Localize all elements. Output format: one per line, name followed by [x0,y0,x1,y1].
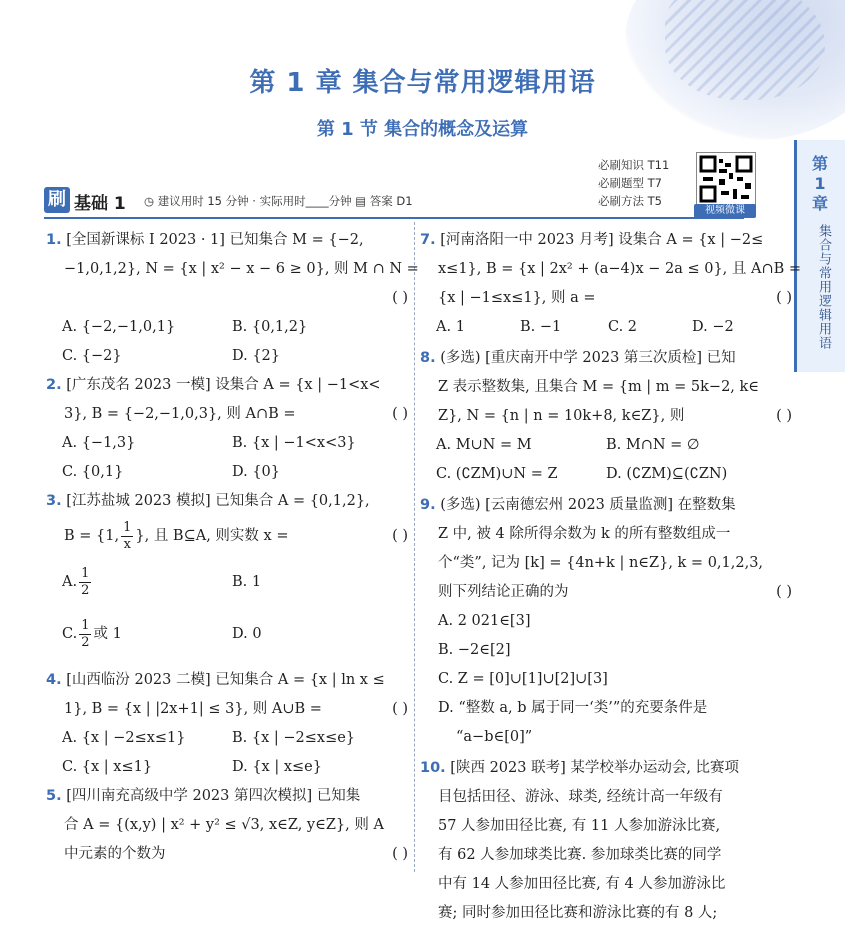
basis-label: 基础 1 [74,194,126,214]
option-a[interactable]: A. 1 [436,319,465,335]
option-d[interactable]: D. {0} [232,464,281,480]
option-a[interactable]: A. 2 021∈[3] [438,613,531,629]
header-rule [44,217,744,219]
answer-bracket: ( ) [392,701,408,717]
answer-bracket: ( ) [392,290,408,306]
qr-line-types: 必刷题型 T7 [598,176,662,190]
option-c[interactable]: C. 2 [608,319,638,335]
answer-bracket: ( ) [392,528,408,544]
column-divider [414,222,416,872]
option-d-continued: “a−b∈[0]” [456,729,533,745]
right-column [420,226,802,928]
option-d[interactable]: D. −2 [692,319,734,335]
chapter-title: 第 1 章 集合与常用逻辑用语 [249,68,596,98]
basis-header [44,185,604,217]
fraction-1-over-x: $\frac{1}{x}$ [123,519,132,552]
option-c[interactable]: C. Z = [0]∪[1]∪[2]∪[3] [438,671,608,687]
option-d[interactable]: D. “整数 a, b 属于同一‘类’”的充要条件是 [438,700,708,716]
qr-line-knowledge: 必刷知识 T11 [598,158,670,172]
qr-resource-list [598,156,669,210]
question-1: 1. [全国新课标 Ⅰ 2023 · 1] 已知集合 M = {−2, −1,0,1,2}, N = {x | x² − x − 6 ≥ 0}, 则 M ∩ N = ( ) A. {−2,−1,0,1} B. {0,1,2} C. {−2} D. {2} [46,226,408,371]
answer-bracket: ( ) [392,846,408,862]
section-title: 第 1 节 集合的概念及运算 [316,119,529,140]
question-3: 3. [江苏盐城 2023 模拟] 已知集合 A = {0,1,2}, B = {1, $\frac{1}{x}$ }, 且 B⊆A, 则实数 x = ( ) A. $\frac{1}{2}$ B. 1 C. $\frac{1}{2}$ 或 1 D. 0 [46,487,408,660]
question-10: 10. [陕西 2023 联考] 某学校举办运动会, 比赛项 目包括田径、游泳、球类, 经统计高一年级有 57 人参加田径比赛, 有 11 人参加游泳比赛, 有 62 人参加球类比赛. 参加球类比赛的同学 中有 14 人参加田径比赛, 有 4 人参加游泳比 赛; 同时参加田径比赛和游泳比赛的有 8 人; [420,760,740,921]
question-7: 7. [河南洛阳一中 2023 月考] 设集合 A = {x | −2≤ x≤1}, B = {x | 2x² + (a−4)x − 2a ≤ 0}, 且 A∩B = {x | −1≤x≤1}, 则 a = ( ) A. 1 B. −1 C. 2 D. −2 [420,226,792,342]
option-d[interactable]: D. {2} [232,348,281,364]
brush-badge: 刷 [44,187,70,213]
answer-bracket: ( ) [776,408,792,424]
option-a[interactable]: A. {−2,−1,0,1} [62,319,176,335]
option-a[interactable]: A. M∪N = M [436,437,532,453]
side-tab-chapter-number: 第 1 章 [811,154,828,213]
option-a[interactable]: A. $\frac{1}{2}$ [62,565,90,598]
side-tab-chapter-name: 集合与常用逻辑用语 [816,224,831,350]
question-8: 8. (多选) [重庆南开中学 2023 第三次质检] 已知 Z 表示整数集, 且集合 M = {m | m = 5k−2, k∈ Z}, N = {n | n = 10k+8, k∈Z}, 则 ( ) A. M∪N = M B. M∩N = ∅ C. (∁ZM)∪N = Z D. (∁ZM)⊆(∁ZN) [420,344,792,489]
chapter-side-tab[interactable] [794,140,845,372]
answer-bracket: ( ) [392,406,408,422]
answer-bracket: ( ) [776,584,792,600]
question-2: 2. [广东茂名 2023 一模] 设集合 A = {x | −1<x< 3}, B = {−2,−1,0,3}, 则 A∩B = ( ) A. {−1,3} B. {x | −1<x<3} C. {0,1} D. {0} [46,371,408,487]
option-d[interactable]: D. (∁ZM)⊆(∁ZN) [606,466,728,482]
option-b[interactable]: B. −1 [520,319,562,335]
option-c[interactable]: C. $\frac{1}{2}$ 或 1 [62,617,122,650]
qr-resource-panel [598,152,768,216]
basis-info: ◷ 建议用时 15 分钟 · 实际用时____分钟 ▤ 答案 D1 [144,194,413,208]
option-a[interactable]: A. {−1,3} [62,435,136,451]
qr-code-icon[interactable] [696,152,756,206]
question-4: 4. [山西临汾 2023 二模] 已知集合 A = {x | ln x ≤ 1}, B = {x | |2x+1| ≤ 3}, 则 A∪B = ( ) A. {x | −2≤x≤1} B. {x | −2≤x≤e} C. {x | x≤1} D. {x | x≤e} [46,666,408,782]
option-d[interactable]: D. {x | x≤e} [232,759,322,775]
option-b[interactable]: B. M∩N = ∅ [606,437,700,453]
option-b[interactable]: B. 1 [232,574,262,590]
qr-line-methods: 必刷方法 T5 [598,194,662,208]
left-column [46,226,419,869]
option-a[interactable]: A. {x | −2≤x≤1} [62,730,186,746]
option-b[interactable]: B. {x | −2≤x≤e} [232,730,356,746]
question-9: 9. (多选) [云南德宏州 2023 质量监测] 在整数集 Z 中, 被 4 除所得余数为 k 的所有整数组成一 个“类”, 记为 [k] = {4n+k | n∈Z}, k = 0,1,2,3, 则下列结论正确的为 ( ) A. 2 021∈[3] B. −2∈[2] C. Z = [0]∪[1]∪[2]∪[3] D. “整数 a, b 属于同一‘类’”的充要条件是 “a−b∈[0]” [420,491,792,752]
option-c[interactable]: C. {−2} [62,348,122,364]
option-c[interactable]: C. (∁ZM)∪N = Z [436,466,558,482]
option-b[interactable]: B. {x | −1<x<3} [232,435,356,451]
question-5: 5. [四川南充高级中学 2023 第四次模拟] 已知集 合 A = {(x,y) | x² + y² ≤ √3, x∈Z, y∈Z}, 则 A 中元素的个数为 ( ) [46,782,408,869]
option-c[interactable]: C. {0,1} [62,464,124,480]
option-b[interactable]: B. −2∈[2] [438,642,511,658]
option-c[interactable]: C. {x | x≤1} [62,759,153,775]
option-d[interactable]: D. 0 [232,626,262,642]
video-lesson-label[interactable]: 视频微课 [694,204,756,218]
answer-bracket: ( ) [776,290,792,306]
option-b[interactable]: B. {0,1,2} [232,319,308,335]
